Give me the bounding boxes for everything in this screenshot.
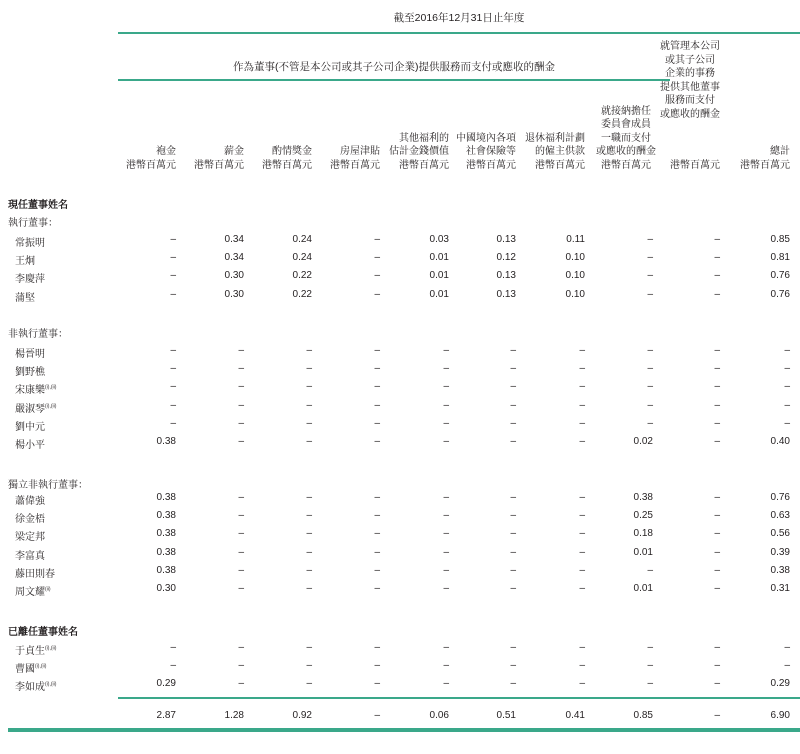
column-header-10: 總計 港幣百萬元 bbox=[740, 146, 790, 171]
director-name: 王炯 bbox=[15, 256, 35, 268]
value-cell: – bbox=[443, 492, 449, 503]
value-cell: – bbox=[443, 546, 449, 558]
value-cell: – bbox=[714, 510, 720, 522]
value-cell: 0.76 bbox=[770, 492, 790, 503]
column-header-1: 袍金 港幣百萬元 bbox=[126, 146, 176, 171]
value-cell: – bbox=[784, 399, 790, 411]
column-header-8: 就接納擔任 委員會成員 一職而支付 或應收的酬金 港幣百萬元 bbox=[596, 105, 656, 171]
value-cell: – bbox=[170, 399, 176, 411]
value-cell: – bbox=[170, 288, 176, 300]
table-row bbox=[0, 490, 800, 508]
footnote-mark: (i),(ii) bbox=[35, 663, 47, 670]
value-cell: – bbox=[647, 252, 653, 264]
value-cell: – bbox=[784, 642, 790, 653]
value-cell: – bbox=[714, 492, 720, 503]
value-cell: – bbox=[714, 678, 720, 690]
value-cell: 0.30 bbox=[156, 583, 176, 594]
value-cell: 0.63 bbox=[770, 510, 790, 522]
value-cell: 0.24 bbox=[292, 234, 312, 245]
value-cell: 0.31 bbox=[770, 583, 790, 594]
value-cell: – bbox=[374, 583, 380, 594]
director-name: 曹國$^{(i),(ii)}$ bbox=[15, 663, 47, 676]
table-row bbox=[0, 268, 800, 286]
value-cell: – bbox=[784, 363, 790, 375]
value-cell: – bbox=[579, 546, 585, 558]
value-cell: – bbox=[170, 234, 176, 245]
value-cell: – bbox=[374, 492, 380, 503]
value-cell: 0.13 bbox=[496, 270, 516, 282]
value-cell: – bbox=[306, 678, 312, 690]
value-cell: – bbox=[714, 234, 720, 245]
value-cell: – bbox=[374, 660, 380, 672]
value-cell: – bbox=[374, 546, 380, 558]
value-cell: – bbox=[443, 381, 449, 393]
section-current: 現任董事姓名 bbox=[8, 200, 68, 211]
value-cell: – bbox=[306, 528, 312, 540]
value-cell: – bbox=[714, 546, 720, 558]
value-cell: 0.76 bbox=[770, 288, 790, 300]
value-cell: 0.13 bbox=[496, 288, 516, 300]
value-cell: 0.76 bbox=[770, 270, 790, 282]
value-cell: – bbox=[238, 546, 244, 558]
value-cell: – bbox=[647, 417, 653, 429]
value-cell: 0.10 bbox=[565, 252, 585, 264]
value-cell: – bbox=[647, 363, 653, 375]
table-row bbox=[0, 416, 800, 434]
section-executive: 執行董事： bbox=[8, 218, 58, 229]
column-header-3: 酌情獎金 港幣百萬元 bbox=[262, 146, 312, 171]
value-cell: – bbox=[647, 678, 653, 690]
value-cell: 0.38 bbox=[156, 546, 176, 558]
table-row bbox=[0, 526, 800, 544]
director-name: 李如成$^{(i),(ii)}$ bbox=[15, 682, 57, 694]
director-name: 蕭偉強 bbox=[15, 496, 45, 507]
value-cell: – bbox=[510, 564, 516, 576]
value-cell: 0.38 bbox=[156, 436, 176, 447]
value-cell: – bbox=[306, 381, 312, 393]
value-cell: 0.01 bbox=[429, 288, 449, 300]
value-cell: – bbox=[306, 399, 312, 411]
director-name: 劉中元 bbox=[15, 421, 45, 433]
value-cell: 0.13 bbox=[496, 234, 516, 245]
value-cell: – bbox=[647, 564, 653, 576]
value-cell: 0.29 bbox=[770, 678, 790, 690]
value-cell: – bbox=[306, 417, 312, 429]
mgmt-group-header: 就管理本公司 或其子公司 企業的事務 提供其他董事 服務而支付 或應收的酬金 bbox=[660, 41, 720, 120]
value-cell: 0.03 bbox=[429, 234, 449, 245]
total-cell: 0.41 bbox=[565, 710, 585, 721]
value-cell: – bbox=[374, 510, 380, 522]
value-cell: – bbox=[510, 546, 516, 558]
director-name: 于貞生$^{(i),(ii)}$ bbox=[15, 645, 57, 657]
value-cell: – bbox=[579, 399, 585, 411]
table-row bbox=[0, 343, 800, 361]
director-name: 楊晉明 bbox=[15, 349, 45, 360]
value-cell: – bbox=[170, 363, 176, 375]
director-name: 李富真 bbox=[15, 550, 45, 562]
table-row bbox=[0, 563, 800, 581]
table-row bbox=[0, 398, 800, 416]
director-name: 嚴淑琴$^{(i),(ii)}$ bbox=[15, 403, 57, 415]
value-cell: – bbox=[443, 399, 449, 411]
value-cell: – bbox=[579, 642, 585, 653]
period-title: 截至2016年12月31日止年度 bbox=[393, 12, 525, 24]
value-cell: 0.34 bbox=[224, 252, 244, 264]
director-name: 劉野樵 bbox=[15, 367, 45, 379]
value-cell: – bbox=[579, 345, 585, 356]
table-row bbox=[0, 434, 800, 452]
value-cell: – bbox=[510, 678, 516, 690]
column-header-5: 其他福利的 估計金錢價值 港幣百萬元 bbox=[389, 132, 449, 171]
value-cell: 0.10 bbox=[565, 288, 585, 300]
value-cell: – bbox=[238, 345, 244, 356]
value-cell: – bbox=[374, 564, 380, 576]
value-cell: – bbox=[714, 642, 720, 653]
value-cell: – bbox=[714, 399, 720, 411]
value-cell: – bbox=[443, 436, 449, 447]
value-cell: – bbox=[510, 492, 516, 503]
value-cell: – bbox=[238, 417, 244, 429]
value-cell: – bbox=[510, 583, 516, 594]
value-cell: – bbox=[714, 436, 720, 447]
value-cell: – bbox=[510, 642, 516, 653]
value-cell: – bbox=[170, 642, 176, 653]
section-independent: 獨立非執行董事： bbox=[8, 480, 88, 491]
value-cell: – bbox=[238, 399, 244, 411]
value-cell: – bbox=[510, 660, 516, 672]
value-cell: – bbox=[238, 564, 244, 576]
value-cell: – bbox=[374, 270, 380, 282]
total-cell: 0.06 bbox=[429, 710, 449, 721]
totals-top-rule bbox=[118, 697, 800, 699]
value-cell: – bbox=[510, 436, 516, 447]
value-cell: – bbox=[306, 546, 312, 558]
value-cell: – bbox=[579, 678, 585, 690]
total-cell: – bbox=[714, 710, 720, 721]
value-cell: – bbox=[170, 660, 176, 672]
value-cell: 0.24 bbox=[292, 252, 312, 264]
director-name: 徐金梧 bbox=[15, 514, 45, 526]
value-cell: 0.38 bbox=[156, 492, 176, 503]
table-row bbox=[0, 379, 800, 397]
value-cell: – bbox=[579, 564, 585, 576]
value-cell: – bbox=[374, 288, 380, 300]
value-cell: – bbox=[238, 492, 244, 503]
value-cell: 0.30 bbox=[224, 288, 244, 300]
value-cell: – bbox=[714, 417, 720, 429]
value-cell: 0.25 bbox=[633, 510, 653, 522]
column-header-6: 中國境內各項 社會保險等 港幣百萬元 bbox=[456, 132, 516, 171]
value-cell: 0.01 bbox=[633, 583, 653, 594]
value-cell: 0.01 bbox=[429, 252, 449, 264]
value-cell: – bbox=[306, 492, 312, 503]
value-cell: – bbox=[443, 345, 449, 356]
value-cell: – bbox=[579, 436, 585, 447]
value-cell: – bbox=[714, 564, 720, 576]
value-cell: – bbox=[306, 363, 312, 375]
value-cell: – bbox=[714, 660, 720, 672]
value-cell: – bbox=[579, 660, 585, 672]
value-cell: – bbox=[170, 381, 176, 393]
column-header-9: 港幣百萬元 bbox=[670, 159, 720, 171]
value-cell: – bbox=[238, 528, 244, 540]
total-cell: 0.92 bbox=[292, 710, 312, 721]
totals-bottom-rule bbox=[8, 728, 800, 732]
value-cell: – bbox=[647, 381, 653, 393]
value-cell: – bbox=[306, 583, 312, 594]
total-cell: 0.51 bbox=[496, 710, 516, 721]
value-cell: – bbox=[714, 381, 720, 393]
value-cell: – bbox=[374, 234, 380, 245]
value-cell: – bbox=[306, 564, 312, 576]
table-row bbox=[0, 658, 800, 676]
value-cell: – bbox=[443, 583, 449, 594]
value-cell: – bbox=[306, 660, 312, 672]
value-cell: – bbox=[170, 345, 176, 356]
table-row bbox=[0, 250, 800, 268]
value-cell: – bbox=[510, 363, 516, 375]
column-header-2: 薪金 港幣百萬元 bbox=[194, 146, 244, 171]
value-cell: 0.38 bbox=[633, 492, 653, 503]
value-cell: – bbox=[647, 660, 653, 672]
value-cell: – bbox=[579, 528, 585, 540]
value-cell: – bbox=[238, 583, 244, 594]
value-cell: – bbox=[238, 381, 244, 393]
table-row bbox=[0, 676, 800, 694]
value-cell: 0.38 bbox=[156, 510, 176, 522]
value-cell: – bbox=[443, 417, 449, 429]
total-cell: 6.90 bbox=[770, 710, 790, 721]
value-cell: – bbox=[238, 660, 244, 672]
footnote-mark: (i),(ii) bbox=[45, 645, 57, 652]
value-cell: – bbox=[647, 345, 653, 356]
total-cell: 2.87 bbox=[156, 710, 176, 721]
director-services-title: 作為董事(不管是本公司或其子公司企業)提供服務而支付或應收的酬金 bbox=[233, 61, 555, 73]
total-cell: 1.28 bbox=[224, 710, 244, 721]
table-row bbox=[0, 232, 800, 250]
value-cell: 0.39 bbox=[770, 546, 790, 558]
value-cell: – bbox=[170, 417, 176, 429]
footnote-mark: (i),(ii) bbox=[45, 682, 57, 689]
footnote-mark: (i),(ii) bbox=[45, 385, 57, 392]
value-cell: – bbox=[714, 583, 720, 594]
value-cell: 0.29 bbox=[156, 678, 176, 690]
value-cell: – bbox=[784, 381, 790, 393]
value-cell: 0.38 bbox=[156, 528, 176, 540]
total-cell: – bbox=[374, 710, 380, 721]
column-header-4: 房屋津貼 港幣百萬元 bbox=[330, 146, 380, 171]
value-cell: – bbox=[374, 642, 380, 653]
value-cell: – bbox=[374, 363, 380, 375]
value-cell: 0.85 bbox=[770, 234, 790, 245]
value-cell: – bbox=[238, 678, 244, 690]
value-cell: – bbox=[714, 345, 720, 356]
value-cell: 0.22 bbox=[292, 270, 312, 282]
value-cell: – bbox=[784, 345, 790, 356]
value-cell: – bbox=[374, 678, 380, 690]
director-name: 常振明 bbox=[15, 238, 45, 249]
value-cell: – bbox=[443, 528, 449, 540]
value-cell: 0.01 bbox=[633, 546, 653, 558]
value-cell: 0.40 bbox=[770, 436, 790, 447]
value-cell: – bbox=[647, 288, 653, 300]
value-cell: – bbox=[510, 417, 516, 429]
value-cell: – bbox=[374, 381, 380, 393]
value-cell: 0.22 bbox=[292, 288, 312, 300]
value-cell: – bbox=[374, 399, 380, 411]
director-services-rule bbox=[118, 79, 670, 81]
value-cell: – bbox=[443, 660, 449, 672]
value-cell: 0.34 bbox=[224, 234, 244, 245]
value-cell: – bbox=[647, 234, 653, 245]
value-cell: – bbox=[443, 564, 449, 576]
value-cell: – bbox=[714, 252, 720, 264]
value-cell: – bbox=[306, 510, 312, 522]
section-former: 已離任董事姓名 bbox=[8, 627, 78, 638]
value-cell: – bbox=[784, 417, 790, 429]
value-cell: – bbox=[714, 528, 720, 540]
value-cell: 0.56 bbox=[770, 528, 790, 540]
value-cell: 0.38 bbox=[770, 564, 790, 576]
value-cell: 0.01 bbox=[429, 270, 449, 282]
value-cell: – bbox=[579, 492, 585, 503]
table-row bbox=[0, 581, 800, 599]
director-name: 蒲堅 bbox=[15, 292, 35, 304]
value-cell: – bbox=[374, 417, 380, 429]
value-cell: – bbox=[510, 345, 516, 356]
value-cell: 0.11 bbox=[566, 234, 585, 245]
value-cell: 0.18 bbox=[633, 528, 653, 540]
value-cell: – bbox=[579, 363, 585, 375]
value-cell: 0.12 bbox=[496, 252, 516, 264]
section-non-executive: 非執行董事： bbox=[8, 329, 68, 340]
table-row bbox=[0, 361, 800, 379]
value-cell: – bbox=[647, 642, 653, 653]
value-cell: – bbox=[170, 252, 176, 264]
table-row bbox=[0, 640, 800, 658]
value-cell: – bbox=[443, 363, 449, 375]
director-name: 宋康樂$^{(i),(ii)}$ bbox=[15, 385, 57, 397]
value-cell: – bbox=[579, 417, 585, 429]
value-cell: – bbox=[443, 678, 449, 690]
value-cell: – bbox=[510, 399, 516, 411]
value-cell: – bbox=[170, 270, 176, 282]
value-cell: – bbox=[306, 345, 312, 356]
footnote-mark: (i),(ii) bbox=[45, 403, 57, 410]
value-cell: – bbox=[714, 363, 720, 375]
value-cell: – bbox=[374, 436, 380, 447]
value-cell: 0.30 bbox=[224, 270, 244, 282]
value-cell: – bbox=[374, 345, 380, 356]
value-cell: 0.81 bbox=[770, 252, 790, 264]
value-cell: – bbox=[714, 288, 720, 300]
value-cell: 0.10 bbox=[565, 270, 585, 282]
value-cell: – bbox=[443, 642, 449, 653]
value-cell: – bbox=[374, 252, 380, 264]
value-cell: 0.38 bbox=[156, 564, 176, 576]
total-cell: 0.85 bbox=[633, 710, 653, 721]
value-cell: – bbox=[647, 399, 653, 411]
value-cell: – bbox=[784, 660, 790, 672]
value-cell: – bbox=[647, 270, 653, 282]
value-cell: – bbox=[579, 381, 585, 393]
value-cell: 0.02 bbox=[633, 436, 653, 447]
value-cell: – bbox=[510, 510, 516, 522]
value-cell: – bbox=[510, 528, 516, 540]
value-cell: – bbox=[443, 510, 449, 522]
value-cell: – bbox=[579, 583, 585, 594]
value-cell: – bbox=[510, 381, 516, 393]
column-header-7: 退休福利計劃 的僱主供款 港幣百萬元 bbox=[525, 132, 585, 171]
value-cell: – bbox=[306, 436, 312, 447]
director-name: 周文耀$^{(ii)}$ bbox=[15, 586, 51, 598]
value-cell: – bbox=[238, 363, 244, 375]
director-name: 梁定邦 bbox=[15, 532, 45, 544]
value-cell: – bbox=[238, 510, 244, 522]
director-name: 李慶萍 bbox=[15, 274, 45, 286]
director-name: 藤田則春 bbox=[15, 568, 55, 580]
value-cell: – bbox=[714, 270, 720, 282]
footnote-mark: (ii) bbox=[45, 586, 51, 593]
director-name: 楊小平 bbox=[15, 440, 45, 451]
value-cell: – bbox=[374, 528, 380, 540]
table-row bbox=[0, 545, 800, 563]
table-row bbox=[0, 287, 800, 305]
table-row bbox=[0, 508, 800, 526]
value-cell: – bbox=[238, 436, 244, 447]
top-rule bbox=[118, 32, 800, 34]
value-cell: – bbox=[306, 642, 312, 653]
value-cell: – bbox=[579, 510, 585, 522]
value-cell: – bbox=[238, 642, 244, 653]
